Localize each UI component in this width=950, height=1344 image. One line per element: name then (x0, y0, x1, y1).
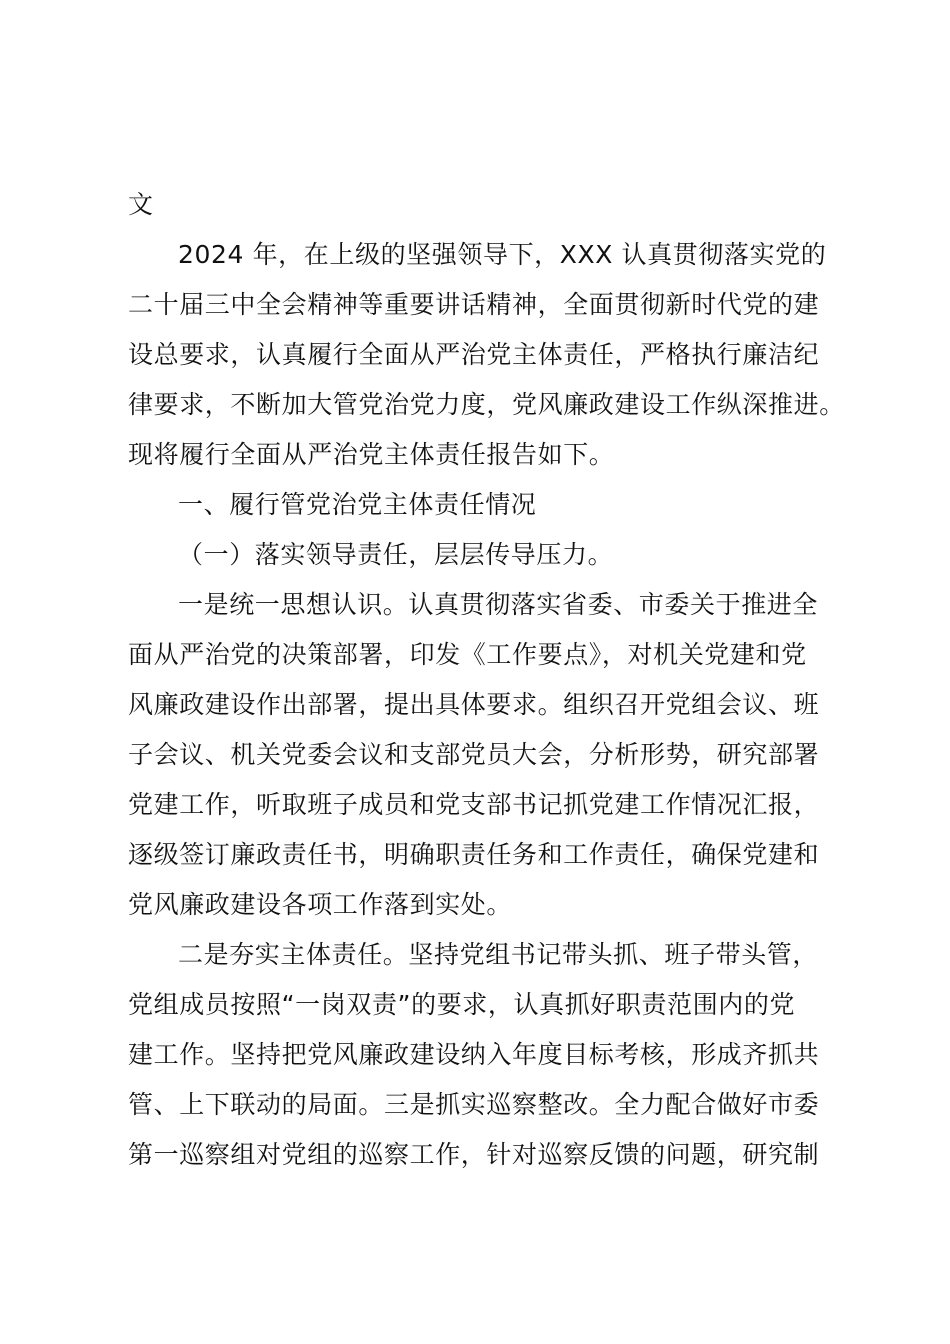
text-line-20: 第一巡察组对党组的巡察工作，针对巡察反馈的问题，研究制 (128, 1140, 820, 1169)
text-line-10: 面从严治党的决策部署，印发《工作要点》，对机关党建和党 (128, 640, 807, 669)
text-line-4: 设总要求，认真履行全面从严治党主体责任，严格执行廉洁纪 (128, 340, 820, 369)
subsection-heading: （一）落实领导责任，层层传导压力。 (178, 540, 614, 569)
text-line-19: 管、上下联动的局面。三是抓实巡察整改。全力配合做好市委 (128, 1090, 820, 1119)
text-line-5: 律要求，不断加大管党治党力度，党风廉政建设工作纵深推进。 (128, 390, 845, 419)
text-line-12: 子会议、机关党委会议和支部党员大会，分析形势，研究部署 (128, 740, 820, 769)
text-line-9: 一是统一思想认识。认真贯彻落实省委、市委关于推进全 (178, 590, 819, 619)
section-heading: 一、履行管党治党主体责任情况 (178, 490, 537, 519)
text-line-14: 逐级签订廉政责任书，明确职责任务和工作责任，确保党建和 (128, 840, 820, 869)
text-line-1: 文 (128, 190, 154, 219)
text-line-11: 风廉政建设作出部署，提出具体要求。组织召开党组会议、班 (128, 690, 820, 719)
text-line-6: 现将履行全面从严治党主体责任报告如下。 (128, 440, 615, 469)
text-line-3: 二十届三中全会精神等重要讲话精神，全面贯彻新时代党的建 (128, 290, 820, 319)
text-line-17: 党组成员按照“一岗双责”的要求，认真抓好职责范围内的党 (128, 990, 796, 1019)
text-line-2: 2024 年，在上级的坚强领导下，XXX 认真贯彻落实党的 (178, 240, 827, 269)
text-line-18: 建工作。坚持把党风廉政建设纳入年度目标考核，形成齐抓共 (128, 1040, 820, 1069)
text-line-13: 党建工作，听取班子成员和党支部书记抓党建工作情况汇报， (128, 790, 820, 819)
text-line-15: 党风廉政建设各项工作落到实处。 (128, 890, 513, 919)
text-line-16: 二是夯实主体责任。坚持党组书记带头抓、班子带头管， (178, 940, 819, 969)
